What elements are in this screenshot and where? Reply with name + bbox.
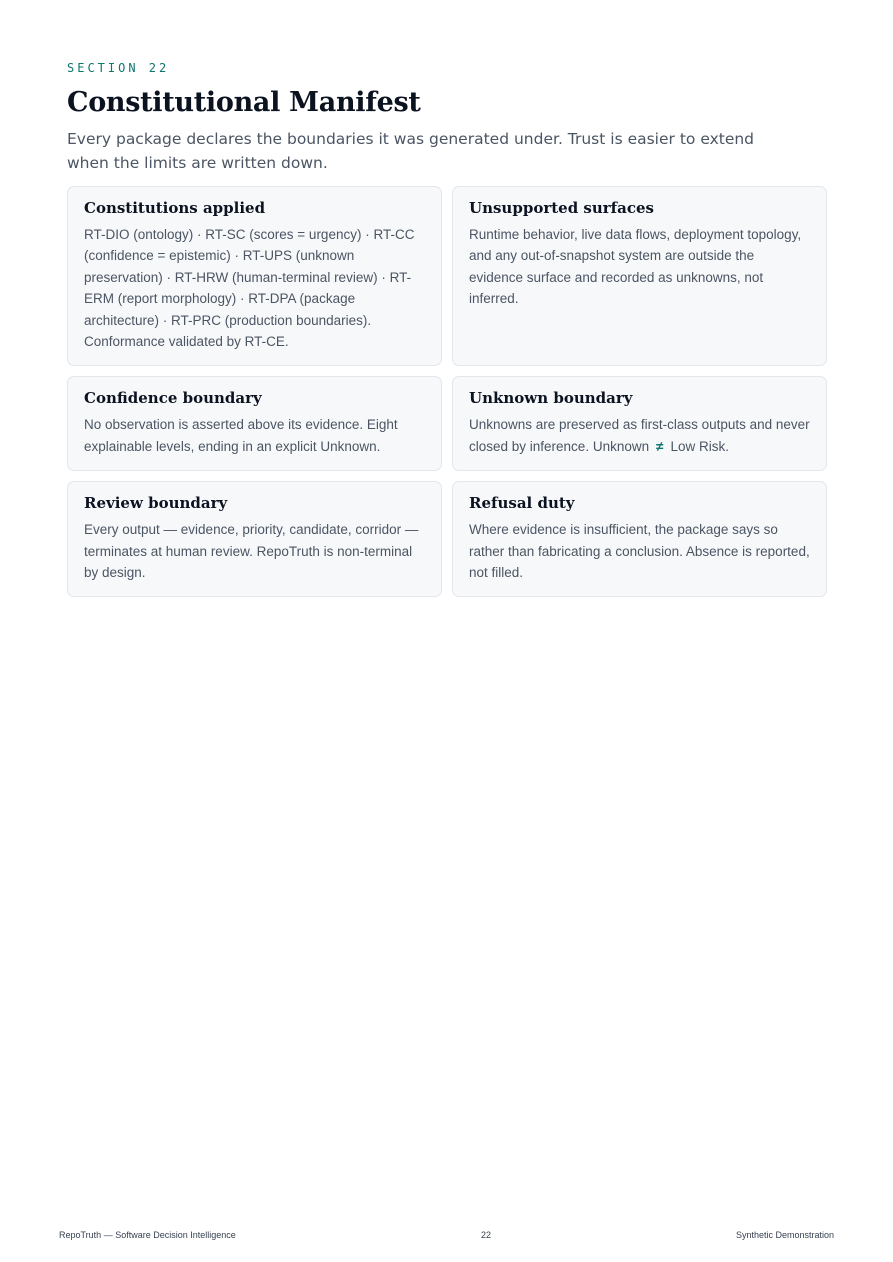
card-unsupported-surfaces xyxy=(452,186,827,366)
card-body: No observation is asserted above its evidence. Eight explainable levels, ending in an explicit Unknown. xyxy=(84,417,398,454)
page-title: Constitutional Manifest xyxy=(67,87,421,118)
card-title: Refusal duty xyxy=(469,494,575,513)
card-confidence-boundary xyxy=(67,376,442,471)
page-lede: Every package declares the boundaries it was generated under. Trust is easier to extend when the limits are written down. xyxy=(67,130,755,172)
section-label: SECTION 22 xyxy=(67,61,170,75)
boundary-cards-grid xyxy=(67,186,827,597)
card-title: Review boundary xyxy=(84,494,228,513)
card-body xyxy=(469,414,811,457)
card-title: Unknown boundary xyxy=(469,389,633,408)
card-title: Unsupported surfaces xyxy=(469,199,654,217)
card-constitutions-applied xyxy=(67,186,442,366)
card-unknown-boundary xyxy=(452,376,827,471)
footer-page-number: 22 xyxy=(480,1230,491,1240)
footer-note: Synthetic Demonstration xyxy=(735,1230,834,1240)
card-review-boundary xyxy=(67,481,442,597)
card-body-text-after: Low Risk. xyxy=(670,438,730,454)
card-body: Runtime behavior, live data flows, deployment topology, and any out-of-snapshot system are outside the evidence surface and recorded as unknowns, not inferred. xyxy=(469,227,802,307)
card-body: Where evidence is insufficient, the package says so rather than fabricating a conclusion. Absence is reported, not filled. xyxy=(469,522,810,581)
card-body: RT-DIO (ontology) · RT-SC (scores = urgency) · RT-CC (confidence = epistemic) · RT-UPS (unknown preservation) · RT-HRW (human-terminal review) · RT-ERM (report morphology) · RT-DPA (package architecture) · RT-PRC (production boundaries). Conformance validated by RT-CE. xyxy=(84,227,415,350)
not-equal-symbol: ≠ xyxy=(656,438,664,454)
card-title: Confidence boundary xyxy=(84,389,262,408)
footer-brand: RepoTruth — Software Decision Intelligence xyxy=(59,1230,236,1240)
card-title: Constitutions applied xyxy=(84,199,266,217)
card-body: Every output — evidence, priority, candidate, corridor — terminates at human review. RepoTruth is non-terminal by design. xyxy=(84,522,419,581)
card-body-text-before: Unknowns are preserved as first-class outputs and never closed by inference. Unknown xyxy=(469,417,810,454)
card-refusal-duty xyxy=(452,481,827,597)
